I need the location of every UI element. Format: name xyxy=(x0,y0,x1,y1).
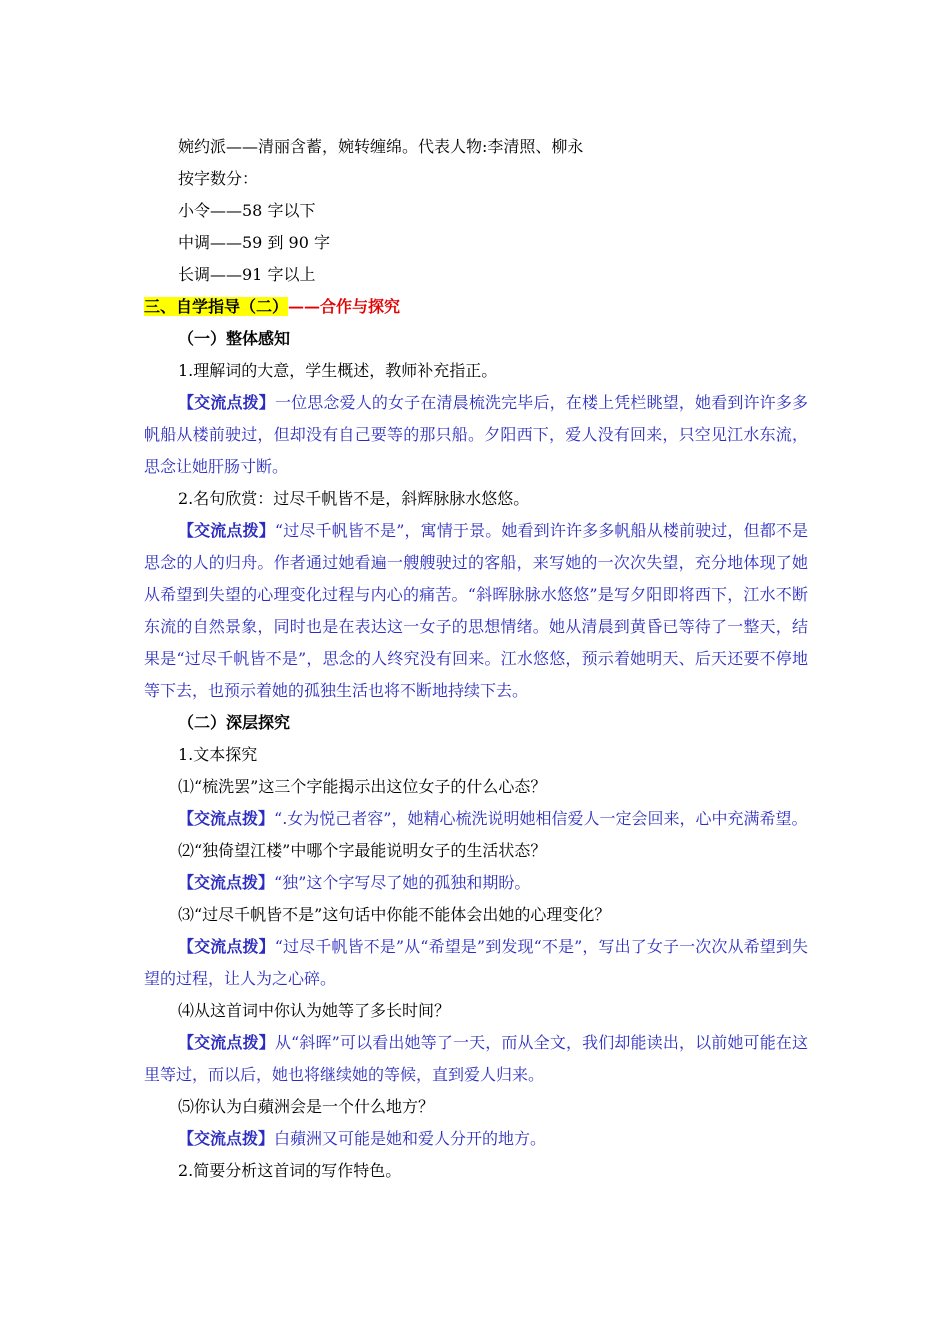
discussion-tag: 【交流点拨】 xyxy=(178,873,275,892)
changdiao-line: 长调——91 字以上 xyxy=(178,265,316,284)
answer-text: “独”这个字写尽了她的孤独和期盼。 xyxy=(274,873,531,892)
discussion-tag: 【交流点拨】 xyxy=(178,937,275,956)
section-3-heading xyxy=(144,291,808,323)
part-2-subheading-1: 1.文本探究 xyxy=(178,745,258,764)
answer-5 xyxy=(144,1123,808,1155)
zhongdiao-line: 中调——59 到 90 字 xyxy=(178,233,330,252)
discussion-tag: 【交流点拨】 xyxy=(178,809,275,828)
wanyue-line: 婉约派——清丽含蓄，婉转缠绵。代表人物:李清照、柳永 xyxy=(178,137,584,156)
question-4: ⑷从这首词中你认为她等了多长时间？ xyxy=(178,1001,451,1020)
part-1-question-1: 1.理解词的大意，学生概述，教师补充指正。 xyxy=(178,361,498,380)
question-3: ⑶“过尽千帆皆不是”这句话中你能不能体会出她的心理变化？ xyxy=(178,905,611,924)
answer-3 xyxy=(144,931,808,995)
discussion-tag: 【交流点拨】 xyxy=(178,1033,275,1052)
discussion-tag: 【交流点拨】 xyxy=(178,521,275,540)
answer-text: “过尽千帆皆不是”从“希望是”到发现“不是”，写出了女子一次次从希望到失望的过程，让人为之心碎。 xyxy=(144,937,808,988)
answer-text: 白蘋洲又可能是她和爱人分开的地方。 xyxy=(274,1129,547,1148)
section-3-heading-highlight: 三、自学指导（二） xyxy=(144,297,289,316)
question-5: ⑸你认为白蘋洲会是一个什么地方？ xyxy=(178,1097,435,1116)
xiaoling-line: 小令——58 字以下 xyxy=(178,201,316,220)
part-2-subheading-2: 2.简要分析这首词的写作特色。 xyxy=(178,1161,402,1180)
answer-text: “.女为悦己者容”，她精心梳洗说明她相信爱人一定会回来，心中充满希望。 xyxy=(274,809,808,828)
section-3-heading-rest: ——合作与探究 xyxy=(288,297,401,316)
discussion-tag: 【交流点拨】 xyxy=(178,393,275,412)
answer-text: 一位思念爱人的女子在清晨梳洗完毕后，在楼上凭栏眺望，她看到许许多多帆船从楼前驶过，但却没有自己要等的那只船。夕阳西下，爱人没有回来，只空见江水东流，思念让她肝肠寸断。 xyxy=(144,393,808,476)
part-1-answer-2 xyxy=(144,515,808,707)
answer-4 xyxy=(144,1027,808,1091)
part-1-heading: （一）整体感知 xyxy=(178,329,291,348)
document-page xyxy=(144,131,808,1187)
answer-text: “过尽千帆皆不是”，寓情于景。她看到许许多多帆船从楼前驶过，但都不是思念的人的归舟。作者通过她看遍一艘艘驶过的客船，来写她的一次次失望，充分地体现了她从希望到失望的心理变化过程与内心的痛苦。“斜晖脉脉水悠悠”是写夕阳即将西下，江水不断东流的自然景象，同时也是在表达这一女子的思想情绪。她从清晨到黄昏已等待了一整天，结果是“过尽千帆皆不是”，思念的人终究没有回来。江水悠悠，预示着她明天、后天还要不停地等下去，也预示着她的孤独生活也将不断地持续下去。 xyxy=(144,521,808,700)
question-1: ⑴“梳洗罢”这三个字能揭示出这位女子的什么心态？ xyxy=(178,777,547,796)
question-2: ⑵“独倚望江楼”中哪个字最能说明女子的生活状态？ xyxy=(178,841,547,860)
answer-text: 从“斜晖”可以看出她等了一天，而从全文，我们却能读出，以前她可能在这里等过，而以后，她也将继续她的等候，直到爱人归来。 xyxy=(144,1033,808,1084)
part-1-question-2: 2.名句欣赏：过尽千帆皆不是，斜辉脉脉水悠悠。 xyxy=(178,489,530,508)
by-count-line: 按字数分： xyxy=(178,169,259,188)
discussion-tag: 【交流点拨】 xyxy=(178,1129,275,1148)
part-1-answer-1 xyxy=(144,387,808,483)
part-2-heading: （二）深层探究 xyxy=(178,713,291,732)
answer-2 xyxy=(144,867,808,899)
answer-1 xyxy=(144,803,808,835)
